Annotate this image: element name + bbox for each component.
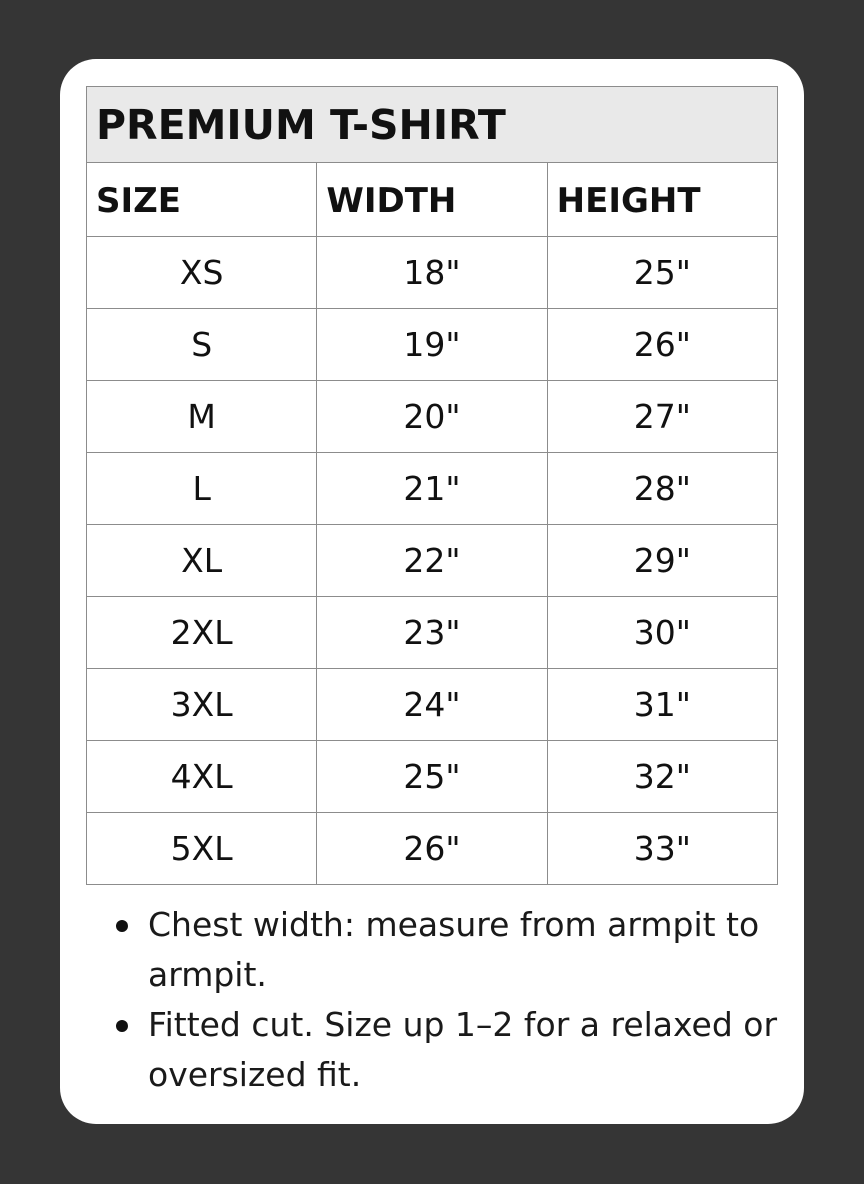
width-cell: 21": [317, 453, 547, 525]
height-cell: 26": [547, 309, 777, 381]
width-cell: 18": [317, 237, 547, 309]
size-cell: 5XL: [87, 813, 317, 885]
width-cell: 22": [317, 525, 547, 597]
size-cell: XL: [87, 525, 317, 597]
title-row: [87, 87, 778, 163]
size-cell: L: [87, 453, 317, 525]
header-row: [87, 163, 778, 237]
table-row: [87, 381, 778, 453]
table-row: [87, 237, 778, 309]
note-text: Chest width: measure from armpit to armpit.: [148, 905, 760, 994]
width-cell: 26": [317, 813, 547, 885]
height-cell: 30": [547, 597, 777, 669]
width-cell: 23": [317, 597, 547, 669]
notes-list: [112, 900, 782, 1100]
table-row: [87, 813, 778, 885]
width-cell: 24": [317, 669, 547, 741]
table-row: [87, 309, 778, 381]
table-row: [87, 669, 778, 741]
table-row: [87, 741, 778, 813]
size-chart-table: [86, 86, 778, 885]
table-title: PREMIUM T-SHIRT: [87, 87, 778, 163]
height-cell: 25": [547, 237, 777, 309]
note-item: [112, 1000, 782, 1100]
table-row: [87, 525, 778, 597]
header-height: HEIGHT: [547, 163, 777, 237]
size-cell: S: [87, 309, 317, 381]
size-cell: 3XL: [87, 669, 317, 741]
height-cell: 27": [547, 381, 777, 453]
bullet-icon: [116, 920, 128, 932]
table-row: [87, 597, 778, 669]
height-cell: 33": [547, 813, 777, 885]
table-row: [87, 453, 778, 525]
size-cell: 2XL: [87, 597, 317, 669]
width-cell: 20": [317, 381, 547, 453]
height-cell: 31": [547, 669, 777, 741]
header-size: SIZE: [87, 163, 317, 237]
height-cell: 28": [547, 453, 777, 525]
width-cell: 19": [317, 309, 547, 381]
size-cell: XS: [87, 237, 317, 309]
note-text: Fitted cut. Size up 1–2 for a relaxed or oversized fit.: [148, 1005, 778, 1094]
bullet-icon: [116, 1020, 128, 1032]
height-cell: 29": [547, 525, 777, 597]
header-width: WIDTH: [317, 163, 547, 237]
width-cell: 25": [317, 741, 547, 813]
size-cell: M: [87, 381, 317, 453]
note-item: [112, 900, 782, 1000]
size-cell: 4XL: [87, 741, 317, 813]
height-cell: 32": [547, 741, 777, 813]
